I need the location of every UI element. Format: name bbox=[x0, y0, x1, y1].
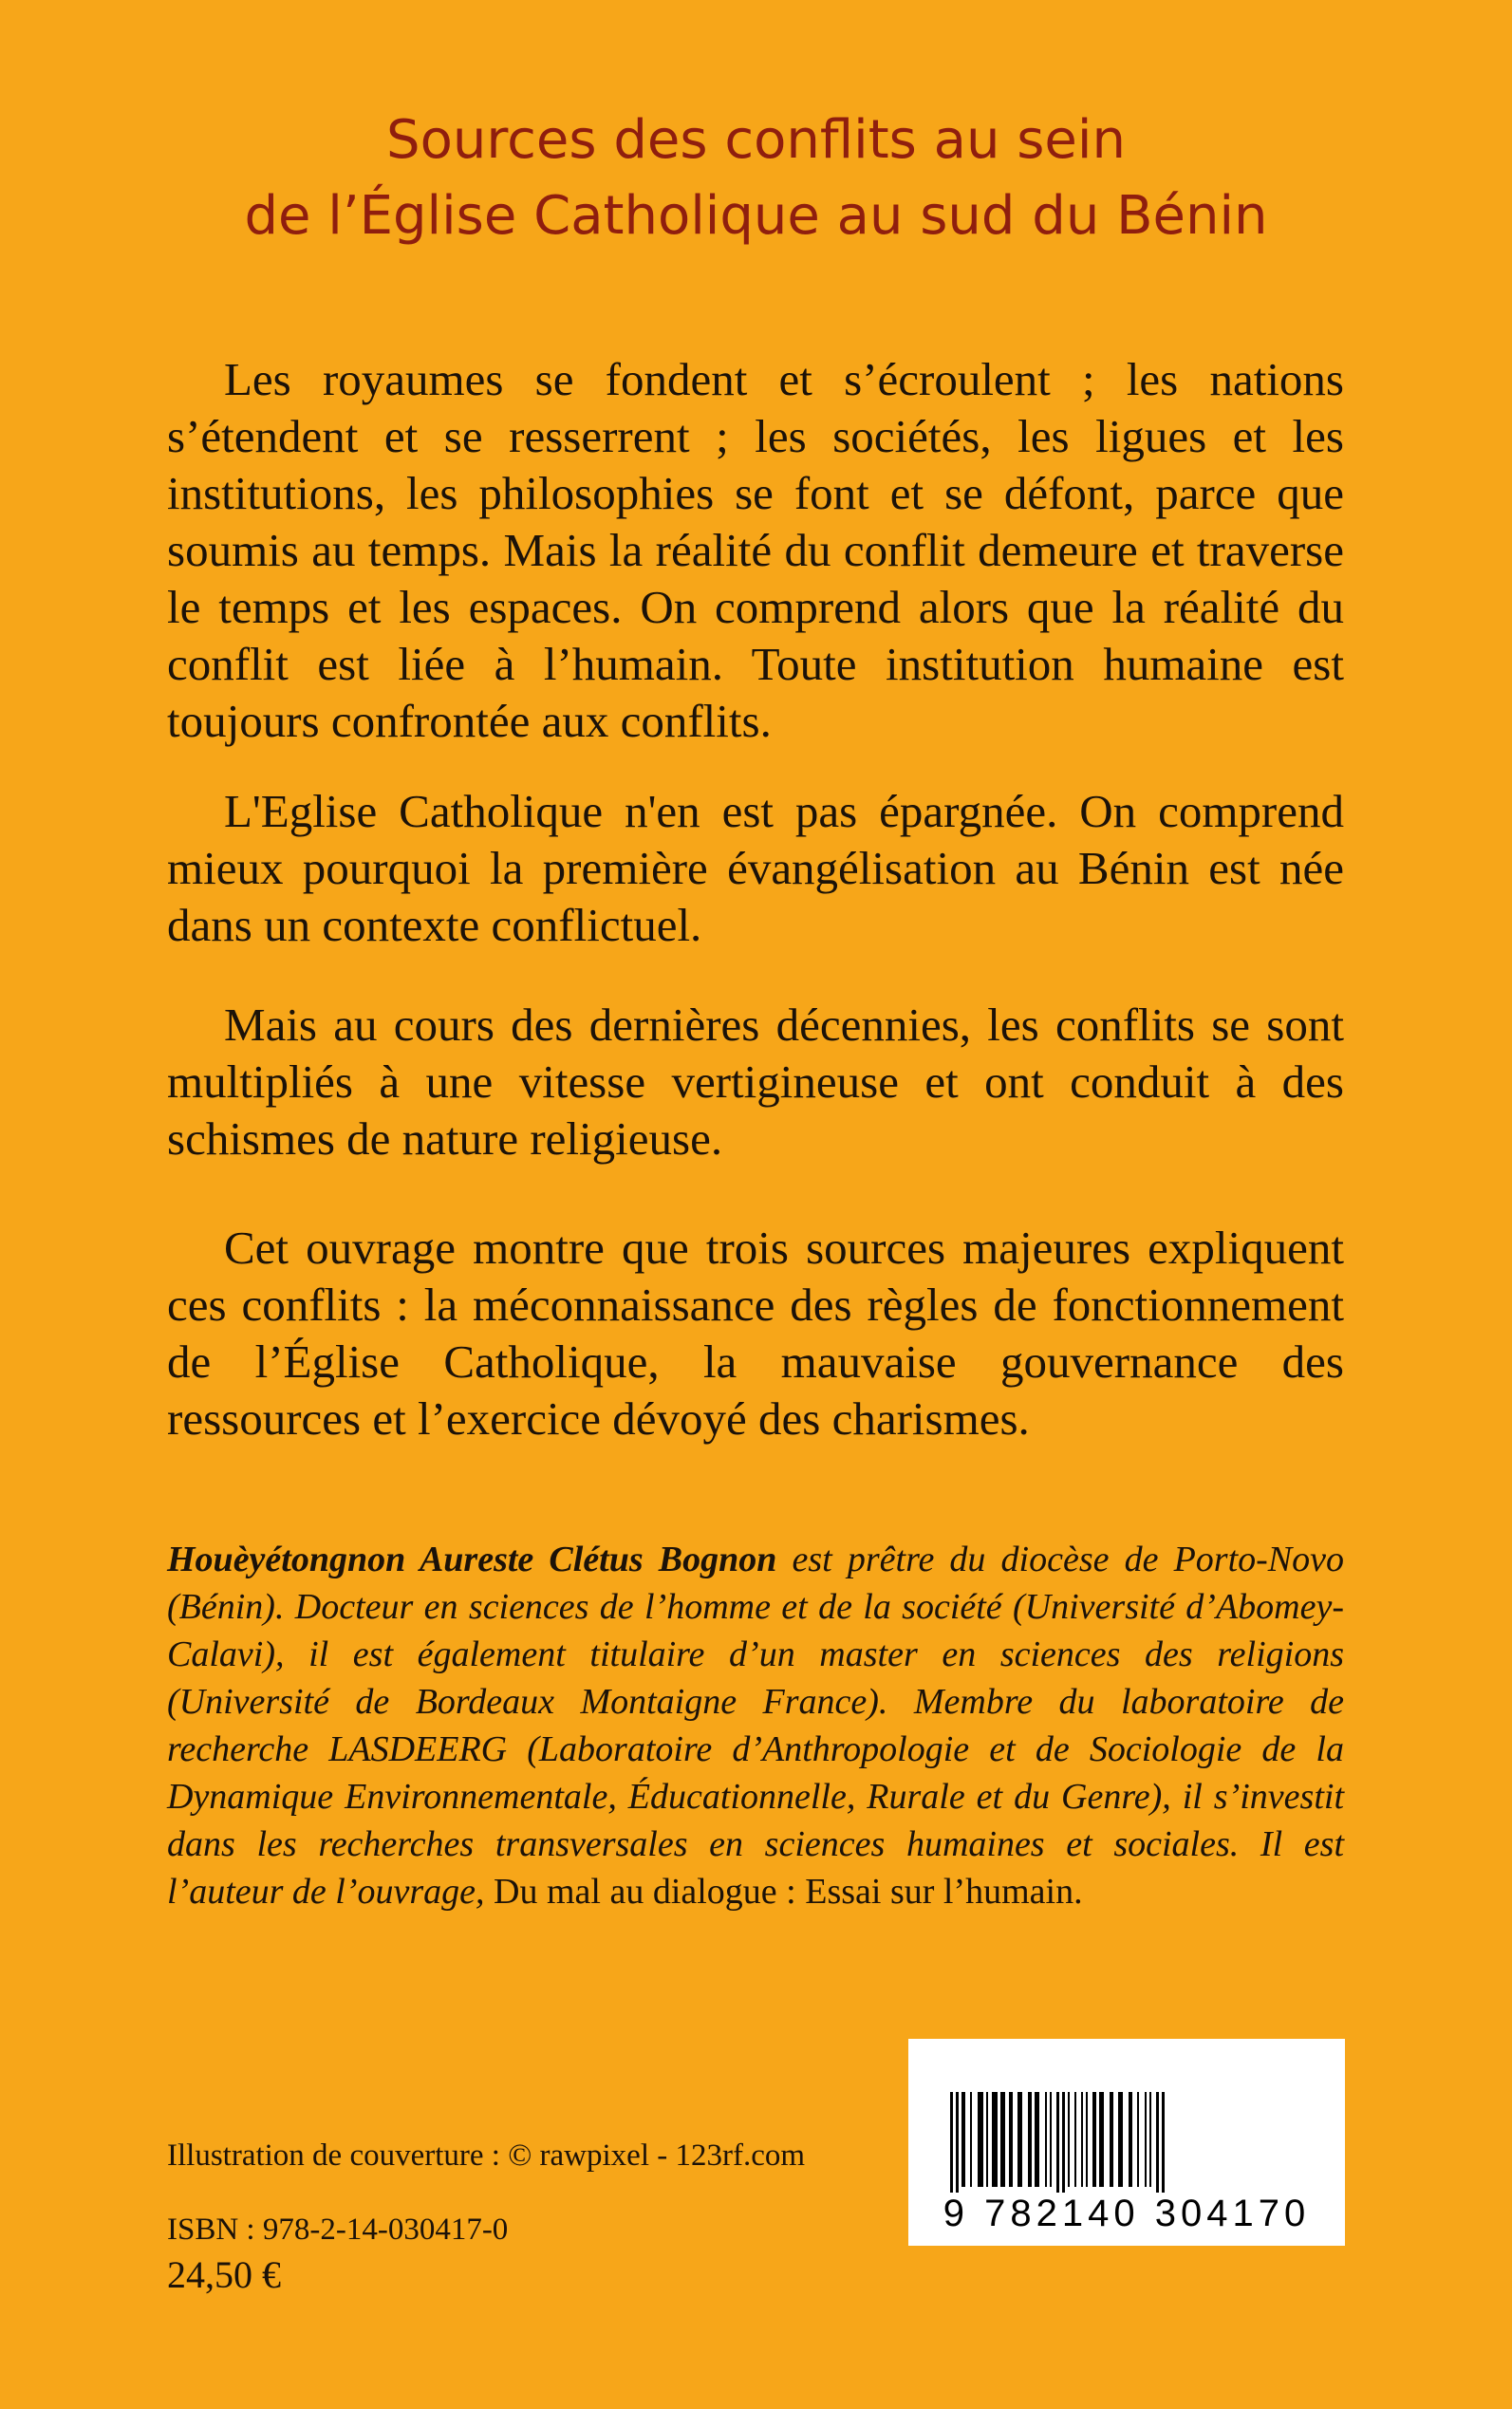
barcode-bar bbox=[978, 2092, 983, 2187]
barcode-bar bbox=[1017, 2092, 1022, 2187]
barcode-bar bbox=[1035, 2092, 1039, 2187]
barcode-bar bbox=[1050, 2092, 1052, 2187]
barcode-bars bbox=[946, 2092, 1307, 2193]
author-name: Houèyétongnon Aureste Clétus Bognon bbox=[167, 1540, 777, 1579]
paragraph-text: Mais au cours des dernières décennies, les conflits se sont multipliés à une vitesse vertigineuse et ont conduit à des schismes de nature religieuse. bbox=[167, 999, 1344, 1165]
barcode-bar bbox=[1056, 2092, 1059, 2193]
paragraph-text: L'Eglise Catholique n'en est pas épargnée. On comprend mieux pourquoi la première évangélisation au Bénin est née dans un contexte conflictuel. bbox=[167, 785, 1344, 951]
barcode bbox=[908, 2039, 1345, 2246]
barcode-bar bbox=[1009, 2092, 1013, 2187]
barcode-bar bbox=[1129, 2092, 1132, 2187]
author-bio bbox=[167, 1536, 1344, 1915]
paragraph-text: Les royaumes se fondent et s’écroulent ; les nations s’étendent et se resserrent ; les sociétés, les ligues et les institutions, les philosophies se font et se défont, parce que soumis au temps. Mais la réalité du conflit demeure et traverse le temps et les espaces. On comprend alors que la réalité du conflit est liée à l’humain. Toute institution humaine est toujours confrontée aux conflits. bbox=[167, 353, 1344, 747]
barcode-bar bbox=[1118, 2092, 1123, 2187]
barcode-bar bbox=[1086, 2092, 1088, 2187]
barcode-bar bbox=[1000, 2092, 1005, 2187]
bio-text: est prêtre du diocèse de Porto-Novo (Bénin). Docteur en sciences de l’homme et de la société (Université d’Abomey-Calavi), il est également titulaire d’un master en sciences des religions (Université de Bordeaux Montaigne France). Membre du laboratoire de recherche LASDEERG (Laboratoire d’Anthropologie et de Sociologie de la Dynamique Environnementale, Éducationnelle, Rurale et du Genre), il s’investit dans les recherches transversales en sciences humaines et sociales. Il est l’auteur de l’ouvrage, bbox=[167, 1540, 1345, 1912]
book-reference: Du mal au dialogue : Essai sur l’humain. bbox=[494, 1872, 1083, 1912]
barcode-bar bbox=[1074, 2092, 1076, 2187]
barcode-bar bbox=[1145, 2092, 1147, 2187]
book-title bbox=[0, 103, 1512, 254]
barcode-bar bbox=[992, 2092, 998, 2187]
barcode-bar bbox=[986, 2092, 988, 2187]
barcode-bar bbox=[956, 2092, 959, 2193]
paragraph-4 bbox=[167, 1220, 1344, 1447]
cover-credit: Illustration de couverture : © rawpixel - 123rf.com bbox=[167, 2138, 806, 2173]
title-line-2: de l’Église Catholique au sud du Bénin bbox=[244, 185, 1268, 247]
price: 24,50 € bbox=[167, 2253, 281, 2296]
barcode-digits: 9 782140 304170 bbox=[943, 2193, 1311, 2234]
barcode-bar bbox=[1068, 2092, 1070, 2187]
barcode-bar bbox=[1045, 2092, 1047, 2187]
barcode-bar bbox=[1092, 2092, 1096, 2187]
barcode-bar bbox=[1156, 2092, 1159, 2193]
barcode-bar bbox=[1062, 2092, 1065, 2193]
barcode-bar bbox=[1110, 2092, 1113, 2187]
paragraph-1 bbox=[167, 351, 1344, 750]
barcode-bar bbox=[1137, 2092, 1139, 2187]
barcode-bar bbox=[1081, 2092, 1083, 2187]
isbn: ISBN : 978-2-14-030417-0 bbox=[167, 2213, 509, 2247]
barcode-bar bbox=[970, 2092, 972, 2187]
barcode-bar bbox=[961, 2092, 965, 2187]
paragraph-text: Cet ouvrage montre que trois sources majeures expliquent ces conflits : la méconnaissance des règles de fonctionnement de l’Église Catholique, la mauvaise gouvernance des ressources et l’exercice dévoyé des charismes. bbox=[167, 1222, 1344, 1445]
barcode-bar bbox=[1149, 2092, 1151, 2187]
barcode-bar bbox=[1028, 2092, 1032, 2187]
barcode-bar bbox=[1099, 2092, 1104, 2187]
paragraph-2 bbox=[167, 783, 1344, 954]
barcode-bar bbox=[950, 2092, 953, 2193]
paragraph-3 bbox=[167, 997, 1344, 1167]
title-line-1: Sources des conflits au sein bbox=[386, 109, 1126, 171]
barcode-bar bbox=[1162, 2092, 1165, 2193]
